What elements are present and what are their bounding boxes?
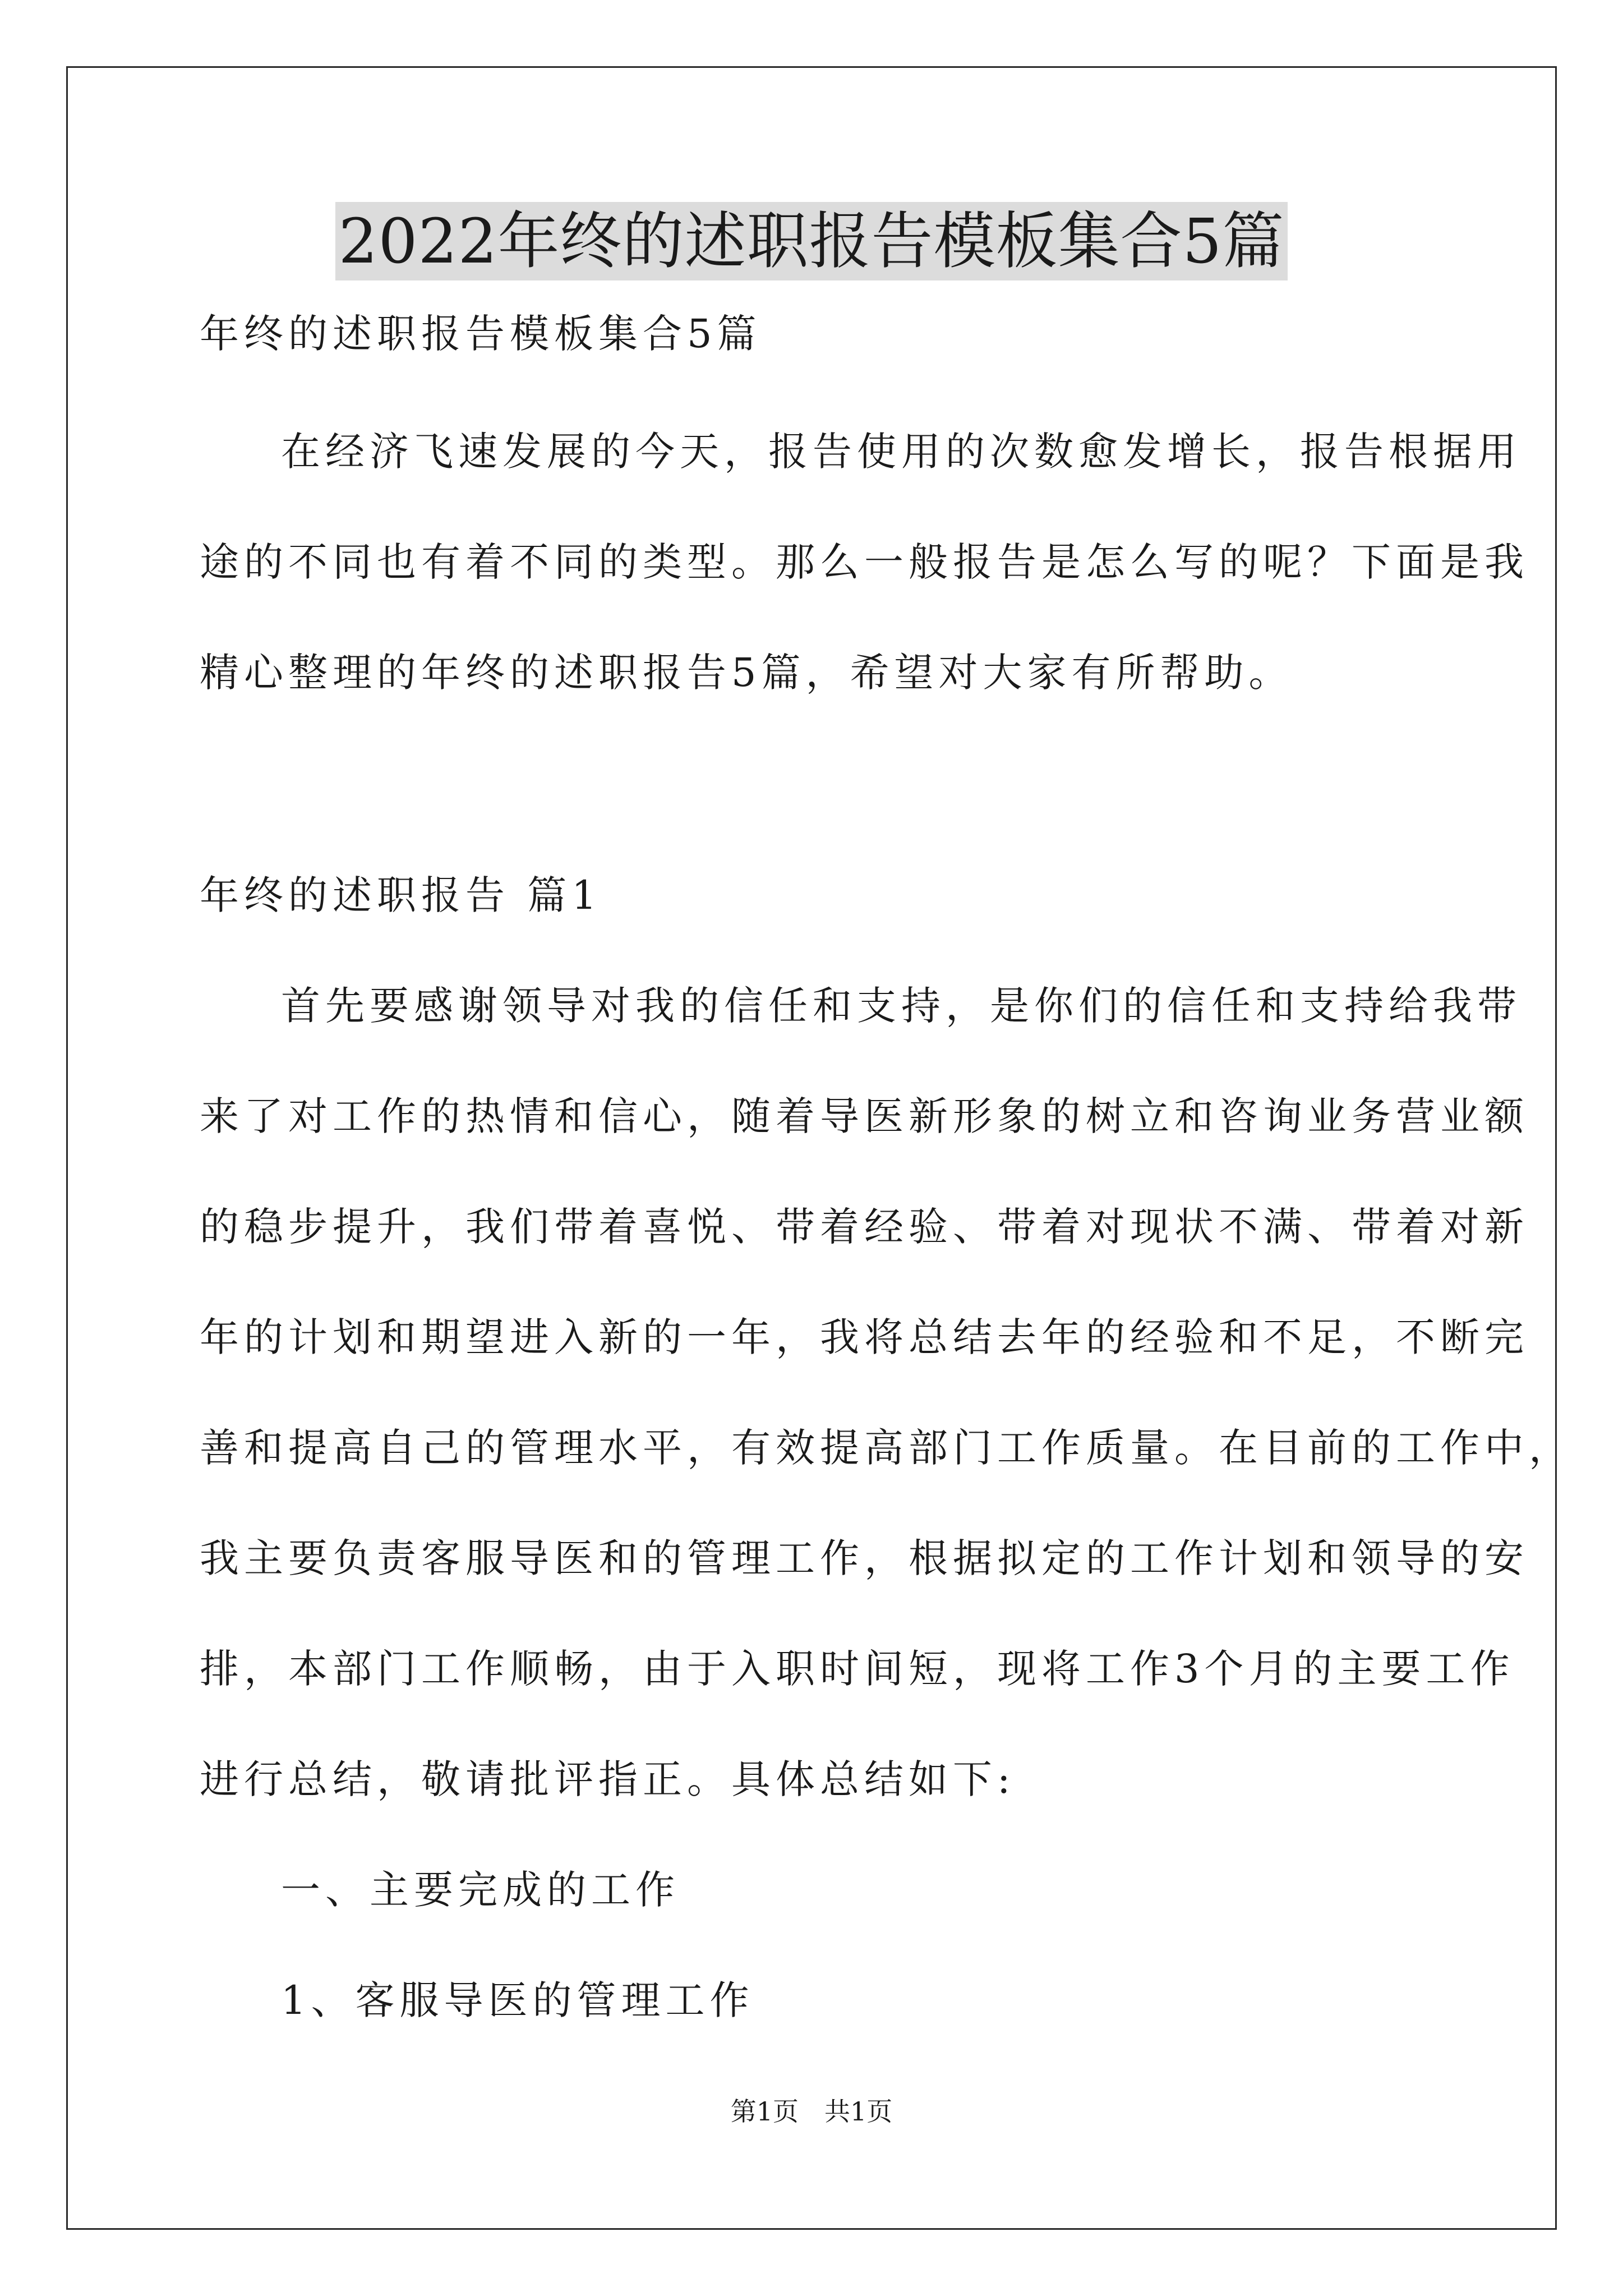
document-body [200, 306, 1573, 2028]
body-line-7: 排，本部门工作顺畅，由于入职时间短，现将工作3个月的主要工作 [200, 1646, 1515, 1692]
body-line-6: 我主要负责客服导医和的管理工作，根据拟定的工作计划和领导的安 [200, 1535, 1529, 1581]
document-title: 2022年终的述职报告模板集合5篇 [335, 202, 1288, 280]
body-line-3: 的稳步提升，我们带着喜悦、带着经验、带着对现状不满、带着对新 [200, 1204, 1529, 1250]
body-line-1: 首先要感谢领导对我的信任和支持，是你们的信任和支持给我带 [281, 983, 1521, 1029]
section-heading: 年终的述职报告 篇1 [200, 872, 602, 918]
body-line-8: 进行总结，敬请批评指正。具体总结如下: [200, 1756, 1016, 1802]
intro-line-1: 在经济飞速发展的今天，报告使用的次数愈发增长，报告根据用 [281, 429, 1521, 475]
body-line-2: 来了对工作的热情和信心，随着导医新形象的树立和咨询业务营业额 [200, 1093, 1529, 1139]
page-footer: 第1页 共1页 [730, 2096, 893, 2127]
document-subtitle: 年终的述职报告模板集合5篇 [200, 311, 762, 357]
list-item-1: 1、客服导医的管理工作 [281, 1977, 754, 2023]
body-line-4: 年的计划和期望进入新的一年，我将总结去年的经验和不足，不断完 [200, 1314, 1529, 1360]
body-line-5: 善和提高自己的管理水平，有效提高部门工作质量。在目前的工作中， [200, 1425, 1573, 1471]
intro-line-2: 途的不同也有着不同的类型。那么一般报告是怎么写的呢？下面是我 [200, 539, 1529, 585]
list-heading: 一、主要完成的工作 [281, 1867, 680, 1913]
title-container [0, 202, 1623, 280]
intro-line-3: 精心整理的年终的述职报告5篇，希望对大家有所帮助。 [200, 650, 1293, 696]
